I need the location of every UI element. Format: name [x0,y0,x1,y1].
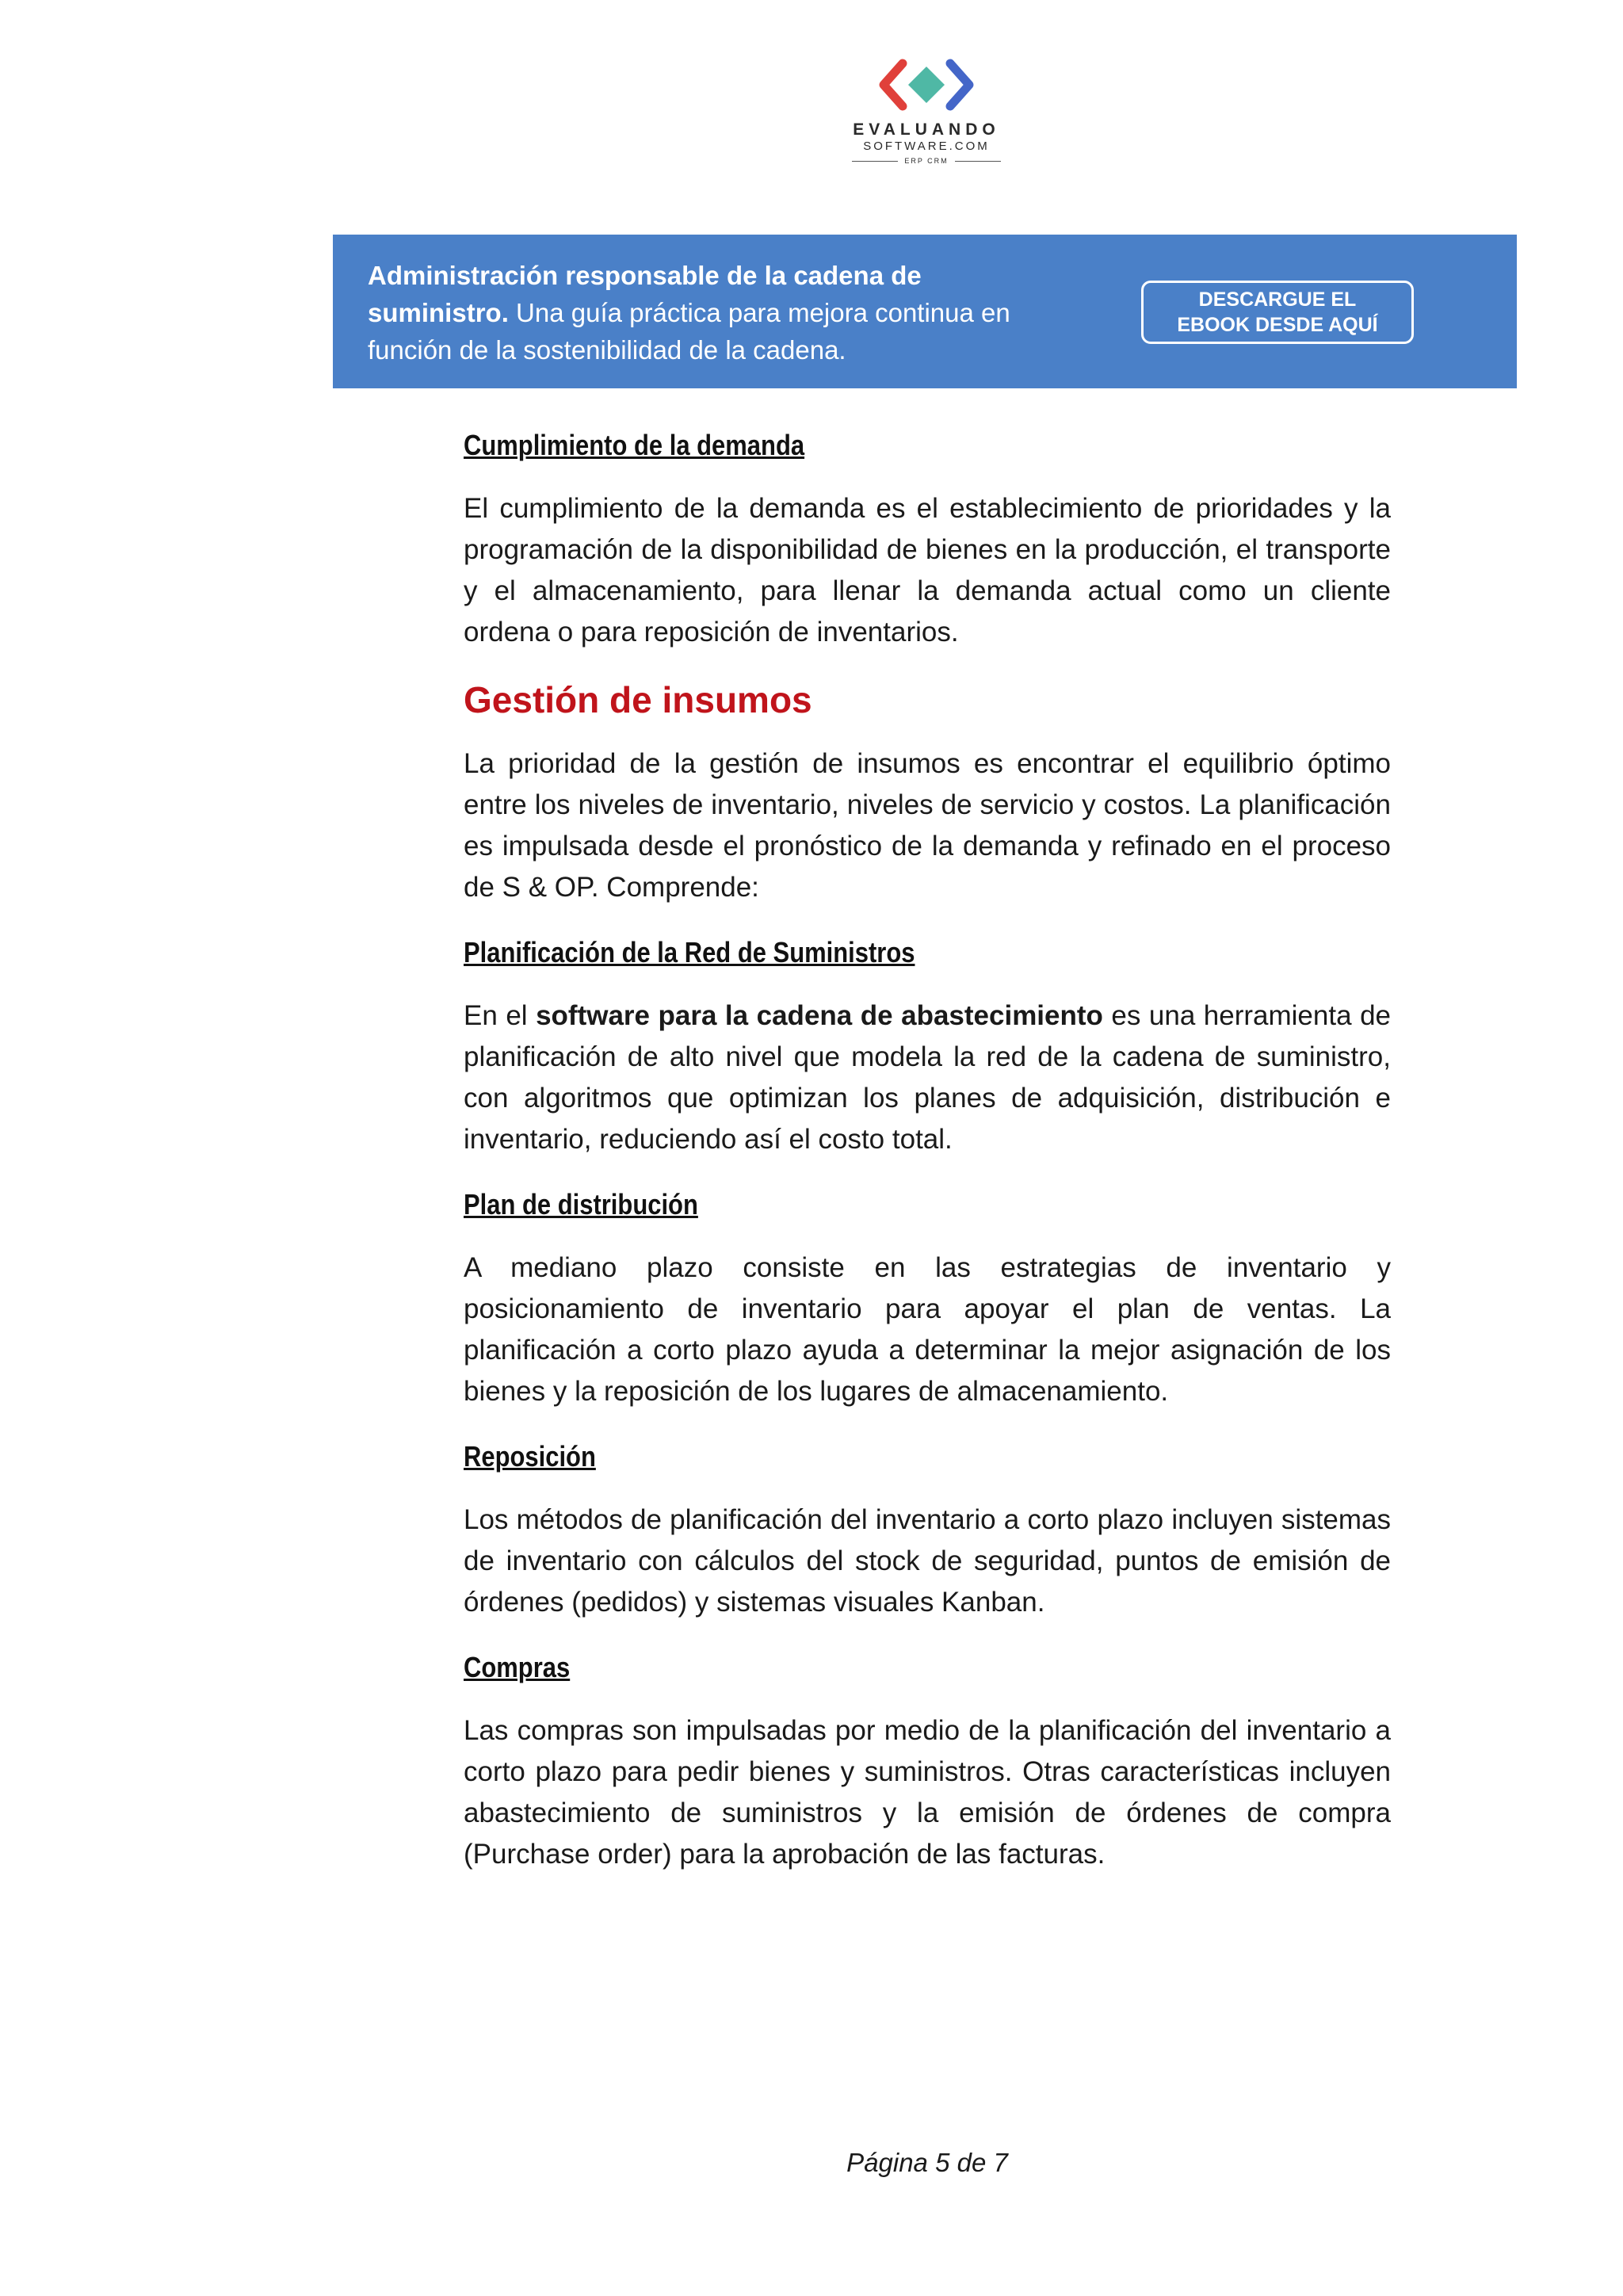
paragraph-supplies-management: La prioridad de la gestión de insumos es encontrar el equilibrio óptimo entre los niveles de inventario, niveles de servicio y costos. La planificación es impulsada desde el pronóstico de la demanda y refinado en el proceso de S & OP. Comprende: [464,748,1391,903]
paragraph-purchases: Las compras son impulsadas por medio de la planificación del inventario a corto plazo para pedir bienes y suministros. Otras características incluyen abastecimiento de suministros y la emisión de órdenes de compra (Purchase order) para la aprobación de las facturas. [464,1715,1391,1870]
banner-text-bold: Administración responsable de la cadena de suministro. [368,261,922,327]
network-text-pre: En el [464,1000,537,1031]
download-ebook-button[interactable] [1141,281,1414,344]
paragraph-demand-fulfillment: El cumplimiento de la demanda es el establecimiento de prioridades y la programación de la disponibilidad de bienes en la producción, el transporte y el almacenamiento, para llenar la demanda actual como un cliente ordena o para reposición de inventarios. [464,493,1391,648]
supply-chain-software-link[interactable]: software para la cadena de abastecimiento [536,1000,1103,1031]
ebook-banner[interactable] [333,235,1517,388]
logo-rule-left [852,161,898,162]
banner-text [368,257,1065,369]
heading-supplies-management: Gestión de insumos [464,679,812,720]
heading-distribution-plan: Plan de distribución [464,1188,698,1221]
download-button-line2: EBOOK DESDE AQUÍ [1177,314,1378,336]
logo-diamond-icon [879,57,974,113]
page-number: Página 5 de 7 [846,2148,1008,2177]
logo-brand: EVALUANDO [853,120,1000,139]
logo-tag-text: ERP CRM [904,157,949,165]
paragraph-replenishment: Los métodos de planificación del inventario a corto plazo incluyen sistemas de inventario con cálculos del stock de seguridad, puntos de emisión de órdenes (pedidos) y sistemas visuales Kanban. [464,1504,1391,1618]
evaluando-logo[interactable] [843,57,1010,176]
heading-supply-network-planning: Planificación de la Red de Suministros [464,936,915,968]
paragraph-distribution-plan: A mediano plazo consiste en las estrategias de inventario y posicionamiento de inventario para apoyar el plan de ventas. La planificación a corto plazo ayuda a determinar la mejor asignación de los bienes y la reposición de los lugares de almacenamiento. [464,1252,1391,1407]
heading-replenishment: Reposición [464,1440,596,1473]
paragraph-supply-network-planning [464,995,1391,1160]
logo-rule-right [955,161,1001,162]
heading-purchases: Compras [464,1651,571,1683]
logo-tagline [843,155,1010,166]
banner-text-regular: Una guía práctica para mejora continua en función de la sostenibilidad de la cadena. [368,298,1010,365]
heading-demand-fulfillment: Cumplimiento de la demanda [464,429,805,461]
document-body [464,425,1391,1899]
network-text-post: es una herramienta de planificación de alto nivel que modela la red de la cadena de suministro, con algoritmos que optimizan los planes de adquisición, distribución e inventario, reduciendo así el costo total. [464,1000,1391,1155]
logo-subtitle: SOFTWARE.COM [863,139,990,153]
download-button-line1: DESCARGUE EL [1198,288,1357,311]
